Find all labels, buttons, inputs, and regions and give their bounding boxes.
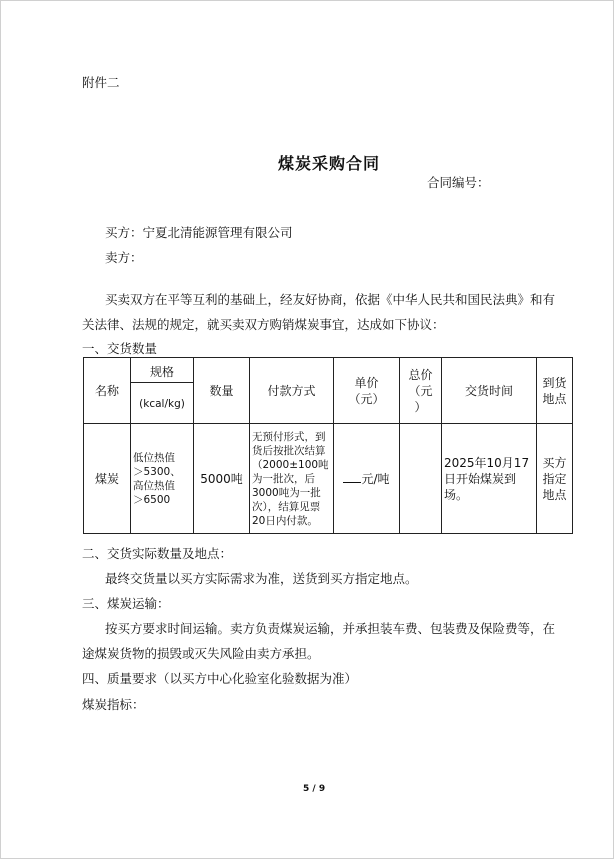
cell-payment: 无预付形式，到 货后按批次结算 （2000±100吨 为一批次，后 3000吨为一批 次），结算见票 20日内付款。 bbox=[250, 424, 334, 534]
section-2-text: 最终交货量以买方实际需求为准，送货到买方指定地点。 bbox=[105, 571, 418, 586]
cell-unit-price bbox=[334, 424, 400, 534]
header-payment: 付款方式 bbox=[250, 358, 334, 424]
intro-paragraph-line1: 买卖双方在平等互利的基础上，经友好协商，依据《中华人民共和国民法典》和有 bbox=[105, 292, 556, 307]
seller-line: 卖方： bbox=[105, 250, 143, 265]
intro-paragraph-line2: 关法律、法规的规定，就买卖双方购销煤炭事宜，达成如下协议： bbox=[82, 317, 445, 332]
header-delivery-time: 交货时间 bbox=[442, 358, 537, 424]
section-3-line2: 途煤炭货物的损毁或灭失风险由卖方承担。 bbox=[82, 646, 320, 661]
section-4-heading: 四、质量要求（以买方中心化验室化验数据为准） bbox=[82, 671, 358, 686]
section-3-line1: 按买方要求时间运输。卖方负责煤炭运输，并承担装车费、包装费及保险费等，在 bbox=[105, 621, 556, 636]
header-spec-unit: (kcal/kg) bbox=[139, 398, 185, 410]
header-name: 名称 bbox=[84, 358, 131, 424]
cell-delivery-place: 买方 指定 地点 bbox=[537, 424, 573, 534]
table-header-row bbox=[84, 358, 573, 424]
delivery-table bbox=[83, 357, 573, 534]
header-spec-divider bbox=[131, 382, 193, 383]
attachment-label: 附件二 bbox=[82, 75, 120, 90]
header-spec-label: 规格 bbox=[149, 365, 174, 379]
section-1-heading: 一、交货数量 bbox=[82, 341, 158, 356]
section-2-heading: 二、交货实际数量及地点： bbox=[82, 546, 233, 561]
table-row bbox=[84, 424, 573, 534]
section-4-subheading: 煤炭指标： bbox=[82, 697, 145, 712]
cell-quantity: 5000吨 bbox=[194, 424, 250, 534]
cell-total-price bbox=[400, 424, 442, 534]
cell-delivery-time: 2025年10月17 日开始煤炭到 场。 bbox=[442, 424, 537, 534]
section-3-heading: 三、煤炭运输： bbox=[82, 596, 170, 611]
price-unit: 元/吨 bbox=[361, 472, 390, 486]
contract-number-label: 合同编号： bbox=[427, 175, 490, 190]
page-number: 5 / 9 bbox=[303, 784, 326, 794]
header-delivery-place: 到货 地点 bbox=[537, 358, 573, 424]
cell-spec: 低位热值 ＞5300、 高位热值 ＞6500 bbox=[131, 424, 194, 534]
header-spec bbox=[131, 358, 194, 424]
cell-name: 煤炭 bbox=[84, 424, 131, 534]
header-total-price: 总价 （元 ） bbox=[400, 358, 442, 424]
buyer-line: 买方：宁夏北清能源管理有限公司 bbox=[105, 225, 293, 240]
header-unit-price: 单价 （元） bbox=[334, 358, 400, 424]
header-quantity: 数量 bbox=[194, 358, 250, 424]
price-blank-line bbox=[343, 470, 361, 483]
contract-title: 煤炭采购合同 bbox=[278, 154, 381, 173]
